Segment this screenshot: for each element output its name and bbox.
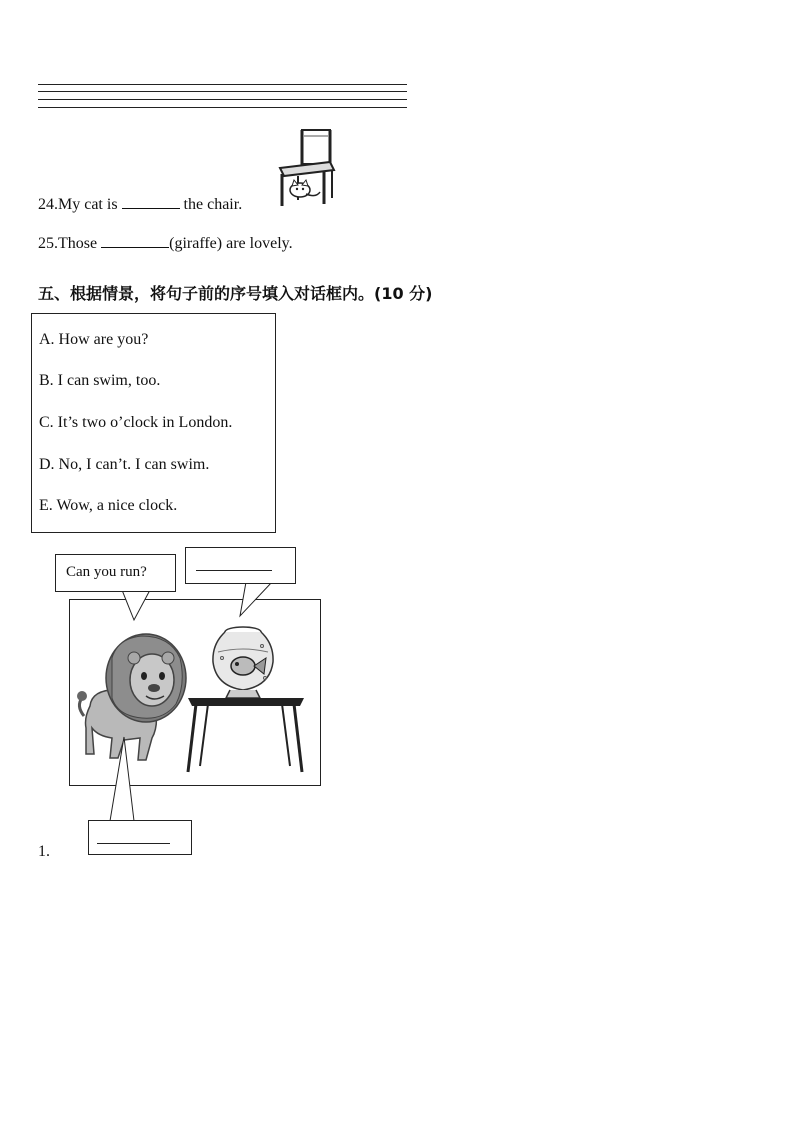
question-24 [38,194,242,214]
fishbowl-illustration [210,624,276,700]
writing-line-3 [38,99,407,100]
question-text-after: the chair. [183,196,243,213]
option-c: C. It’s two o’clock in London. [39,414,233,431]
section-heading: 五、根据情景，将句子前的序号填入对话框内。(10 分) [38,284,433,303]
question-text-before: My cat is [58,196,118,213]
answer-line[interactable] [196,570,272,571]
speech-bubble-1 [55,554,176,592]
question-text-after: (giraffe) are lovely. [169,235,293,252]
speech-bubble-1-tail [120,590,160,622]
writing-line-1 [38,84,407,85]
speech-bubble-3-tail [108,736,138,822]
item-number: 1. [38,843,50,860]
options-box [31,313,276,533]
question-number: 24. [38,196,58,213]
option-a: A. How are you? [39,331,149,348]
option-e: E. Wow, a nice clock. [39,497,178,514]
option-d: D. No, I can’t. I can swim. [39,456,210,473]
writing-line-4 [38,107,407,108]
speech-bubble-3 [88,820,192,855]
chair-cat-illustration [276,128,338,210]
question-25 [38,233,293,253]
table-illustration [186,696,306,774]
answer-line[interactable] [97,843,170,844]
option-b: B. I can swim, too. [39,372,161,389]
question-text-before: Those [58,235,98,252]
speech-bubble-2 [185,547,296,584]
question-number: 25. [38,235,58,252]
speech-bubble-2-tail [232,582,282,618]
writing-line-2 [38,91,407,92]
answer-blank[interactable] [101,233,169,248]
answer-blank[interactable] [122,194,180,209]
speech-text: Can you run? [66,564,147,580]
